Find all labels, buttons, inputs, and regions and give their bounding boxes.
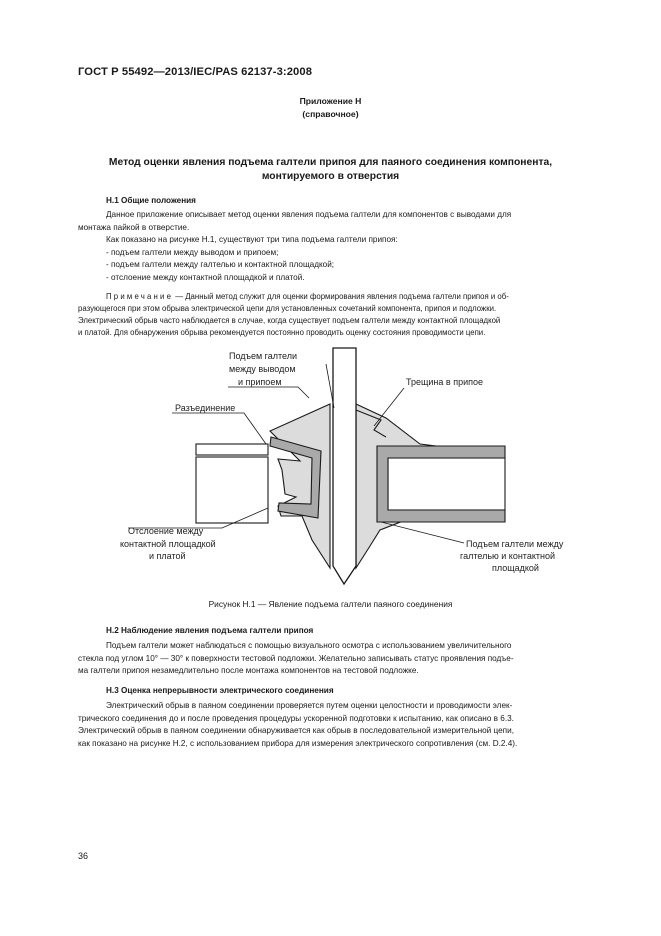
solder-fillet [356, 404, 444, 568]
section-h1-heading: Н.1 Общие положения [106, 196, 196, 205]
paragraph-line: Как показано на рисунке Н.1, существуют три типа подъема галтели припоя: [106, 235, 398, 245]
paragraph-line: как показано на рисунке Н.2, с использованием прибора для измерения электрического сопротивления (см. D.2.4). [78, 738, 518, 748]
section-h3-heading: Н.3 Оценка непрерывности электрического соединения [106, 686, 334, 695]
list-item: - подъем галтели между выводом и припоем; [106, 247, 279, 257]
leader-line [128, 508, 268, 528]
leader-line [326, 364, 334, 408]
paragraph-line: ма галтели припоя незамедлительно после монтажа компонентов на тестовой подложке. [78, 666, 419, 676]
page-number: 36 [78, 851, 89, 861]
label-peel: и платой [149, 551, 186, 561]
note-line: Электрический обрыв часто наблюдается в случае, когда существует подъем галтели между контактной площадкой [78, 316, 501, 325]
label-separation: Разъединение [175, 403, 236, 413]
section-h1-body [78, 209, 616, 285]
note-line [78, 291, 616, 303]
paragraph-line: Данное приложение описывает метод оценки явления подъема галтели для компонентов с выводами для [106, 210, 512, 219]
label-lead-lift: между выводом [229, 364, 296, 374]
document-header: ГОСТ Р 55492—2013/IEC/PAS 62137-3:2008 [78, 66, 313, 78]
component-lead [333, 348, 356, 584]
label-peel: Отслоение между [128, 526, 204, 536]
main-title-line-2: монтируемого в отверстия [261, 171, 400, 182]
label-pad-lift: галтелью и контактной [460, 551, 555, 561]
list-item: - подъем галтели между галтелью и контактной площадкой; [106, 260, 335, 270]
leader-line [172, 413, 266, 444]
solder-fillet [270, 404, 330, 568]
section-h2-heading: Н.2 Наблюдение явления подъема галтели припоя [106, 626, 314, 635]
section-h3-body [78, 700, 616, 750]
left-board [196, 457, 268, 523]
paragraph-line: стекла под углом 10° — 30° к поверхности тестовой подложки. Желательно записывать статус проявления подъе- [78, 653, 514, 663]
annex-note: (справочное) [302, 109, 359, 119]
note-line: разующегося при этом обрыва электрической цепи для установленных сочетаний компонента, припоя и подложки. [78, 304, 497, 313]
note-label: Примечание [106, 292, 174, 301]
leader-line [228, 387, 309, 398]
leader-line [374, 388, 404, 426]
label-crack: Трещина в припое [406, 377, 483, 387]
section-h1-note [78, 291, 616, 339]
label-pad-lift: Подъем галтели между [466, 539, 564, 549]
label-lead-lift: Подъем галтели [229, 351, 297, 361]
label-pad-lift: площадкой [492, 563, 539, 573]
label-peel: контактной площадкой [120, 539, 216, 549]
section-h2-body [78, 640, 616, 678]
paragraph-line: Электрический обрыв в паяном соединении проверяется путем оценки целостности и проводимости элек- [106, 701, 513, 710]
main-title-line-1: Метод оценки явления подъема галтели припоя для паяного соединения компонента, [108, 157, 553, 168]
label-lead-lift: и припоем [238, 377, 282, 387]
annex-title: Приложение Н [299, 96, 362, 106]
note-line: и платой. Для обнаружения обрыва рекомендуется постоянно проводить оценку состояния проводимости цепи. [78, 328, 486, 337]
leader-line [381, 522, 464, 543]
left-board-copper [196, 444, 268, 455]
paragraph-line: трического соединения до и после проведения процедуры ускоренной подготовки к испытанию, как описано в 6.3. [78, 713, 514, 723]
solder-crack [356, 410, 386, 437]
paragraph-line: Электрический обрыв в паяном соединении обнаруживается как обрыв в последовательной измерительной цепи, [78, 726, 514, 736]
note-text: — Данный метод служит для оценки формирования явления подъема галтели припоя и об- [173, 292, 509, 301]
paragraph-line: монтажа пайкой в отверстие. [78, 222, 190, 232]
left-pad [270, 437, 321, 518]
right-board [388, 458, 505, 510]
right-pad [377, 446, 505, 522]
paragraph-line: Подъем галтели может наблюдаться с помощью визуального осмотра с использованием увеличительного [106, 641, 512, 650]
list-item: - отслоение между контактной площадкой и платой. [106, 272, 305, 282]
figure-caption: Рисунок Н.1 — Явление подъема галтели паяного соединения [208, 599, 453, 609]
